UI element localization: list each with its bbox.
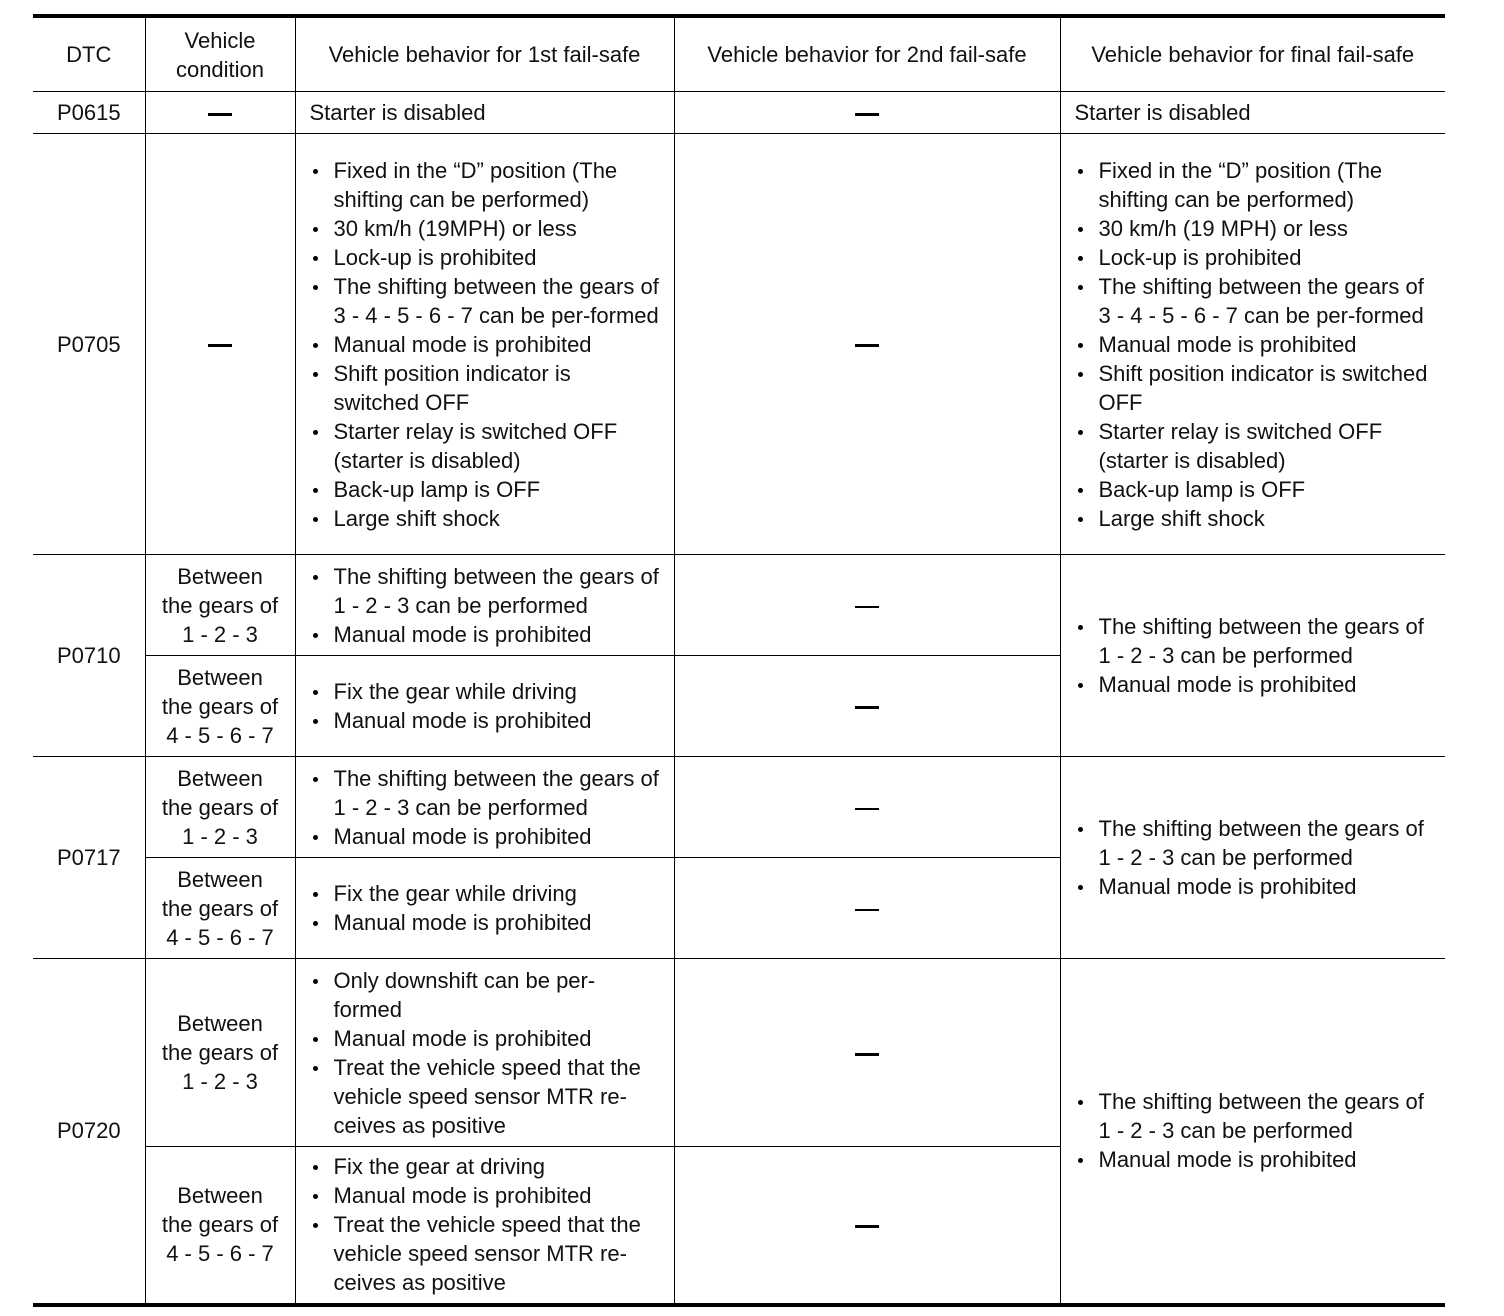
failsafe-table bbox=[33, 14, 1445, 1307]
list-item: Fix the gear while driving bbox=[310, 677, 660, 706]
header-row bbox=[33, 16, 1445, 92]
bullet-list bbox=[1075, 814, 1432, 901]
list-item: Fix the gear at driving bbox=[310, 1152, 660, 1181]
list-item: The shifting between the gears of 3 - 4 - 5 - 6 - 7 can be per-formed bbox=[310, 272, 660, 330]
second-fail-safe bbox=[674, 92, 1060, 134]
document-page bbox=[33, 14, 1445, 1307]
vehicle-condition: Between the gears of 1 - 2 - 3 bbox=[145, 555, 295, 656]
vehicle-condition: Between the gears of 4 - 5 - 6 - 7 bbox=[145, 1147, 295, 1305]
bullet-list bbox=[1075, 1087, 1432, 1174]
table-row-p0710-a bbox=[33, 555, 1445, 656]
final-fail-safe bbox=[1060, 134, 1445, 555]
list-item: Manual mode is prohibited bbox=[310, 1024, 660, 1053]
list-item: Manual mode is prohibited bbox=[1075, 1145, 1432, 1174]
header-vehicle-condition: Vehicle condition bbox=[145, 16, 295, 92]
table-row-p0615 bbox=[33, 92, 1445, 134]
list-item: Manual mode is prohibited bbox=[1075, 670, 1432, 699]
dash-mark bbox=[855, 606, 879, 608]
bullet-list bbox=[310, 879, 660, 937]
header-dtc: DTC bbox=[33, 16, 145, 92]
list-item: The shifting between the gears of 3 - 4 - 5 - 6 - 7 can be per-formed bbox=[1075, 272, 1432, 330]
list-item: Back-up lamp is OFF bbox=[1075, 475, 1432, 504]
bullet-list bbox=[1075, 612, 1432, 699]
list-item: Large shift shock bbox=[310, 504, 660, 533]
dash-mark bbox=[855, 1053, 879, 1056]
second-fail-safe bbox=[674, 134, 1060, 555]
bullet-list bbox=[1075, 156, 1432, 533]
list-item: Manual mode is prohibited bbox=[310, 908, 660, 937]
list-item: The shifting between the gears of 1 - 2 - 3 can be performed bbox=[1075, 1087, 1432, 1145]
bullet-list bbox=[310, 1152, 660, 1297]
list-item: Starter relay is switched OFF (starter is disabled) bbox=[1075, 417, 1432, 475]
list-item: Manual mode is prohibited bbox=[310, 620, 660, 649]
list-item: Shift position indicator is switched OFF bbox=[1075, 359, 1432, 417]
second-fail-safe bbox=[674, 757, 1060, 858]
first-fail-safe bbox=[295, 555, 674, 656]
first-fail-safe bbox=[295, 134, 674, 555]
list-item: Treat the vehicle speed that the vehicle speed sensor MTR re-ceives as positive bbox=[310, 1053, 660, 1140]
dash-mark bbox=[855, 909, 879, 911]
second-fail-safe bbox=[674, 1147, 1060, 1305]
vehicle-condition: Between the gears of 1 - 2 - 3 bbox=[145, 959, 295, 1147]
list-item: The shifting between the gears of 1 - 2 - 3 can be performed bbox=[310, 562, 660, 620]
dtc-code: P0720 bbox=[33, 959, 145, 1305]
list-item: Manual mode is prohibited bbox=[1075, 330, 1432, 359]
list-item: Manual mode is prohibited bbox=[310, 706, 660, 735]
list-item: Fixed in the “D” position (The shifting can be performed) bbox=[1075, 156, 1432, 214]
final-fail-safe: Starter is disabled bbox=[1060, 92, 1445, 134]
bullet-list bbox=[310, 562, 660, 649]
list-item: Back-up lamp is OFF bbox=[310, 475, 660, 504]
first-fail-safe bbox=[295, 656, 674, 757]
dtc-code: P0615 bbox=[33, 92, 145, 134]
table-row-p0705 bbox=[33, 134, 1445, 555]
list-item: Starter relay is switched OFF (starter is disabled) bbox=[310, 417, 660, 475]
first-fail-safe bbox=[295, 757, 674, 858]
second-fail-safe bbox=[674, 656, 1060, 757]
header-2nd-fail-safe: Vehicle behavior for 2nd fail-safe bbox=[674, 16, 1060, 92]
list-item: Lock-up is prohibited bbox=[310, 243, 660, 272]
list-item: The shifting between the gears of 1 - 2 - 3 can be performed bbox=[310, 764, 660, 822]
list-item: Treat the vehicle speed that the vehicle speed sensor MTR re-ceives as positive bbox=[310, 1210, 660, 1297]
dtc-code: P0710 bbox=[33, 555, 145, 757]
dash-mark bbox=[208, 113, 232, 116]
second-fail-safe bbox=[674, 959, 1060, 1147]
dtc-code: P0717 bbox=[33, 757, 145, 959]
list-item: Fixed in the “D” position (The shifting can be performed) bbox=[310, 156, 660, 214]
dash-mark bbox=[855, 113, 879, 116]
first-fail-safe bbox=[295, 1147, 674, 1305]
second-fail-safe bbox=[674, 555, 1060, 656]
vehicle-condition: Between the gears of 4 - 5 - 6 - 7 bbox=[145, 656, 295, 757]
vehicle-condition: Between the gears of 4 - 5 - 6 - 7 bbox=[145, 858, 295, 959]
dash-mark bbox=[208, 344, 232, 347]
final-fail-safe bbox=[1060, 757, 1445, 959]
list-item: Large shift shock bbox=[1075, 504, 1432, 533]
list-item: Manual mode is prohibited bbox=[1075, 872, 1432, 901]
list-item: 30 km/h (19MPH) or less bbox=[310, 214, 660, 243]
header-1st-fail-safe: Vehicle behavior for 1st fail-safe bbox=[295, 16, 674, 92]
second-fail-safe bbox=[674, 858, 1060, 959]
list-item: Shift position indicator is switched OFF bbox=[310, 359, 660, 417]
table-row-p0720-a bbox=[33, 959, 1445, 1147]
first-fail-safe: Starter is disabled bbox=[295, 92, 674, 134]
list-item: 30 km/h (19 MPH) or less bbox=[1075, 214, 1432, 243]
vehicle-condition: Between the gears of 1 - 2 - 3 bbox=[145, 757, 295, 858]
list-item: Lock-up is prohibited bbox=[1075, 243, 1432, 272]
dtc-code: P0705 bbox=[33, 134, 145, 555]
vehicle-condition bbox=[145, 92, 295, 134]
list-item: Fix the gear while driving bbox=[310, 879, 660, 908]
dash-mark bbox=[855, 1225, 879, 1228]
dash-mark bbox=[855, 808, 879, 810]
final-fail-safe bbox=[1060, 959, 1445, 1305]
bullet-list bbox=[310, 156, 660, 533]
first-fail-safe bbox=[295, 858, 674, 959]
bullet-list bbox=[310, 966, 660, 1140]
table-row-p0717-a bbox=[33, 757, 1445, 858]
list-item: The shifting between the gears of 1 - 2 - 3 can be performed bbox=[1075, 612, 1432, 670]
dash-mark bbox=[855, 706, 879, 709]
list-item: Manual mode is prohibited bbox=[310, 1181, 660, 1210]
bullet-list bbox=[310, 677, 660, 735]
final-fail-safe bbox=[1060, 555, 1445, 757]
dash-mark bbox=[855, 344, 879, 347]
list-item: The shifting between the gears of 1 - 2 - 3 can be performed bbox=[1075, 814, 1432, 872]
first-fail-safe bbox=[295, 959, 674, 1147]
list-item: Manual mode is prohibited bbox=[310, 330, 660, 359]
list-item: Only downshift can be per-formed bbox=[310, 966, 660, 1024]
bullet-list bbox=[310, 764, 660, 851]
vehicle-condition bbox=[145, 134, 295, 555]
list-item: Manual mode is prohibited bbox=[310, 822, 660, 851]
header-final-fail-safe: Vehicle behavior for final fail-safe bbox=[1060, 16, 1445, 92]
